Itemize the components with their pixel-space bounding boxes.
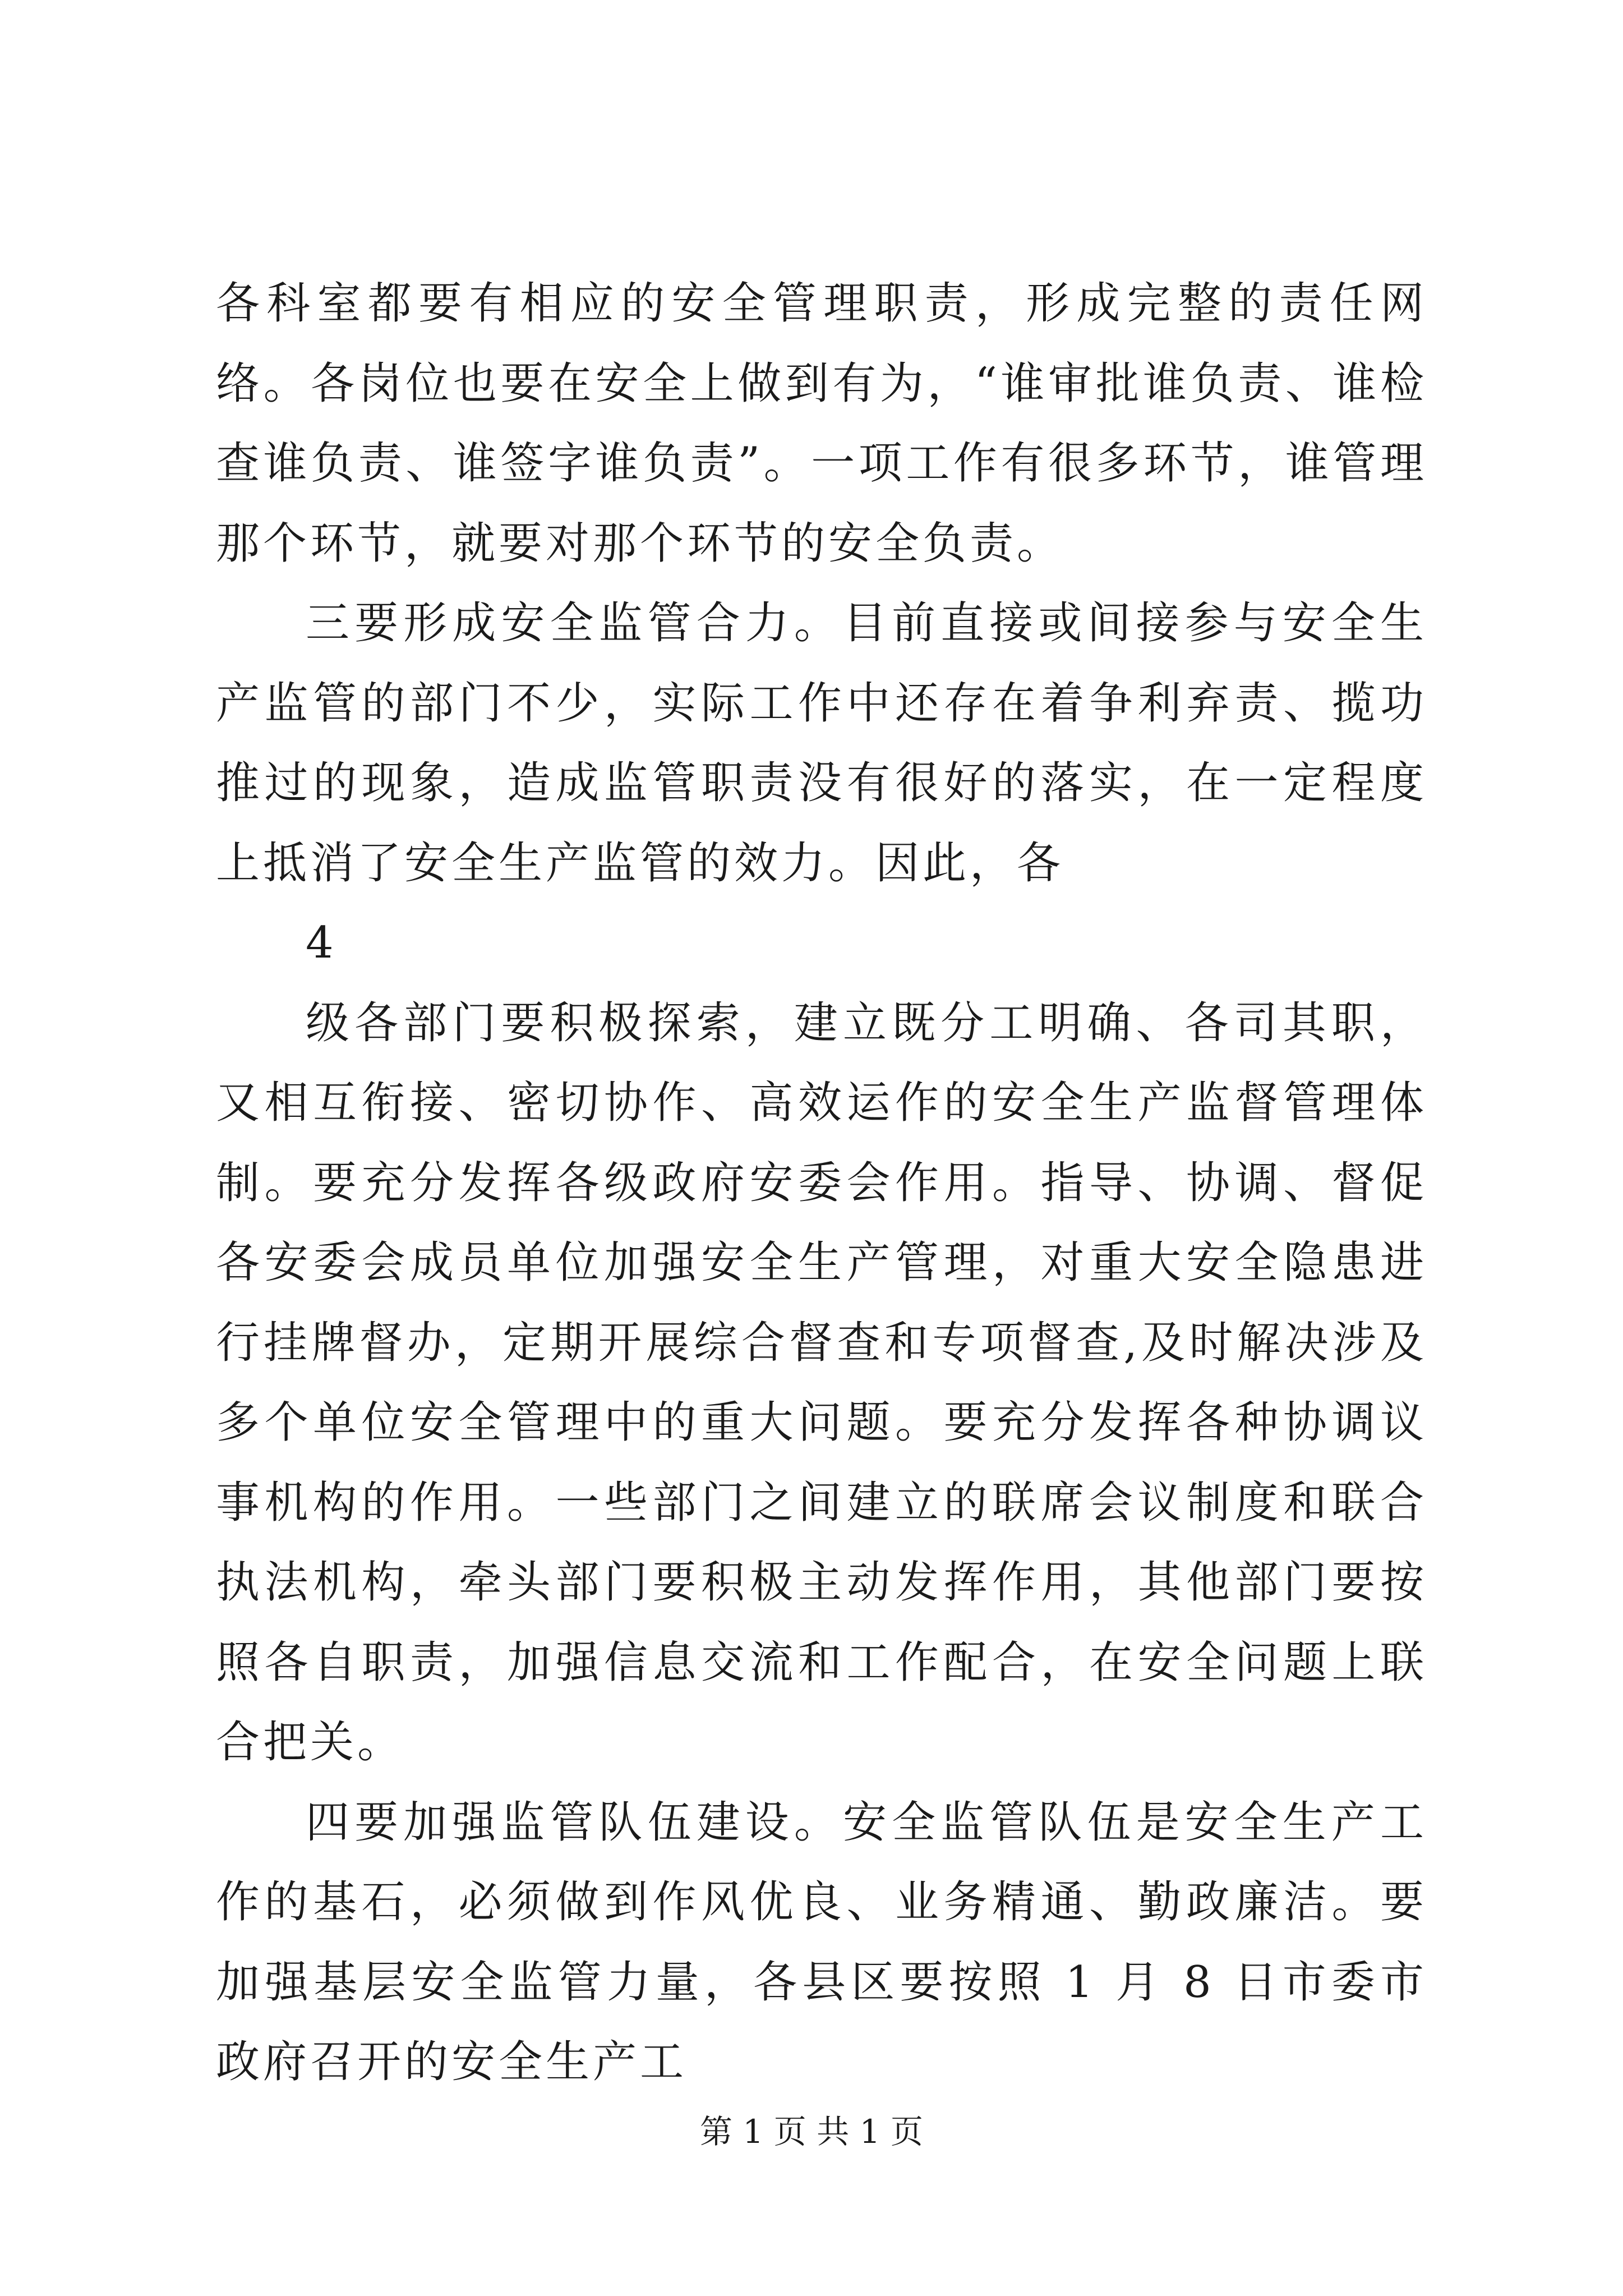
document-body [216, 264, 1427, 2102]
inline-page-number: 4 [306, 918, 334, 968]
paragraph-3: 级各部门要积极探索，建立既分工明确、各司其职，又相互衔接、密切协作、高效运作的安全生产监督管理体制。要充分发挥各级政府安委会作用。指导、协调、督促各安委会成员单位加强安全生产管理，对重大安全隐患进行挂牌督办，定期开展综合督查和专项督查,及时解决涉及多个单位安全管理中的重大问题。要充分发挥各种协调议事机构的作用。一些部门之间建立的联席会议制度和联合执法机构，牵头部门要积极主动发挥作用，其他部门要按照各自职责，加强信息交流和工作配合，在安全问题上联合把关。 [216, 997, 1427, 1768]
paragraph-4: 四要加强监管队伍建设。安全监管队伍是安全生产工作的基石，必须做到作风优良、业务精通、勤政廉洁。要加强基层安全监管力量，各县区要按照 1 月 8 日市委市政府召开的安全生产工 [216, 1797, 1427, 2087]
paragraph-1: 各科室都要有相应的安全管理职责，形成完整的责任网络。各岗位也要在安全上做到有为，“谁审批谁负责、谁检查谁负责、谁签字谁负责”。一项工作有很多环节，谁管理那个环节，就要对那个环节的安全负责。 [216, 278, 1427, 569]
paragraph-2: 三要形成安全监管合力。目前直接或间接参与安全生产监管的部门不少，实际工作中还存在着争利弃责、揽功推过的现象，造成监管职责没有很好的落实，在一定程度上抵消了安全生产监管的效力。因此，各 [216, 598, 1427, 889]
page-footer: 第 1 页 共 1 页 [700, 2113, 923, 2151]
